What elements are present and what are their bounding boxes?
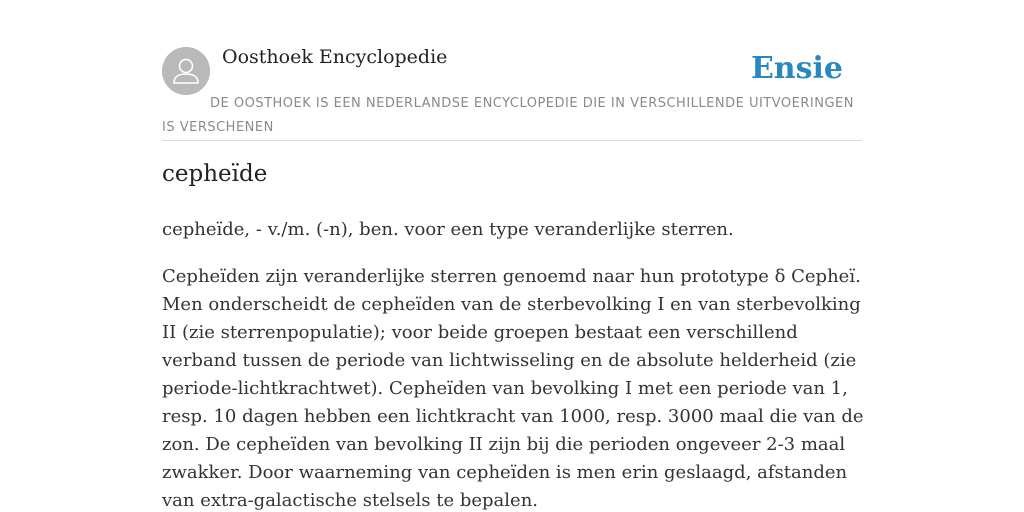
brand-logo-link[interactable]: Ensie (750, 51, 843, 86)
article-title: cepheïde (162, 161, 268, 187)
article-paragraph-definition: cepheïde, - v./m. (-n), ben. voor een type veranderlijke sterren. (162, 219, 734, 240)
user-avatar-icon[interactable] (162, 47, 210, 95)
content-container (162, 0, 864, 511)
article-paragraph-body: Cepheïden zijn veranderlijke sterren genoemd naar hun prototype δ Cepheï. Men onderscheidt de cepheïden van de sterbevolking I en van sterbevolking II (zie sterrenpopulatie); voor beide groepen bestaat een verschillend verband tussen de periode van lichtwisseling en de absolute helderheid (zie periode-lichtkrachtwet). Cepheïden van bevolking I met een periode van 1, resp. 10 dagen hebben een lichtkracht van 1000, resp. 3000 maal die van de zon. De cepheïden van bevolking II zijn bij die perioden ongeveer 2-3 maal zwakker. Door waarneming van cepheïden is men erin geslaagd, afstanden van extra-galactische stelsels te bepalen. (162, 266, 864, 511)
site-title[interactable]: Oosthoek Encyclopedie (222, 46, 448, 68)
site-tagline: DE OOSTHOEK IS EEN NEDERLANDSE ENCYCLOPEDIE DIE IN VERSCHILLENDE UITVOERINGEN IS VERSCHENEN (162, 96, 854, 135)
site-header (162, 0, 862, 141)
